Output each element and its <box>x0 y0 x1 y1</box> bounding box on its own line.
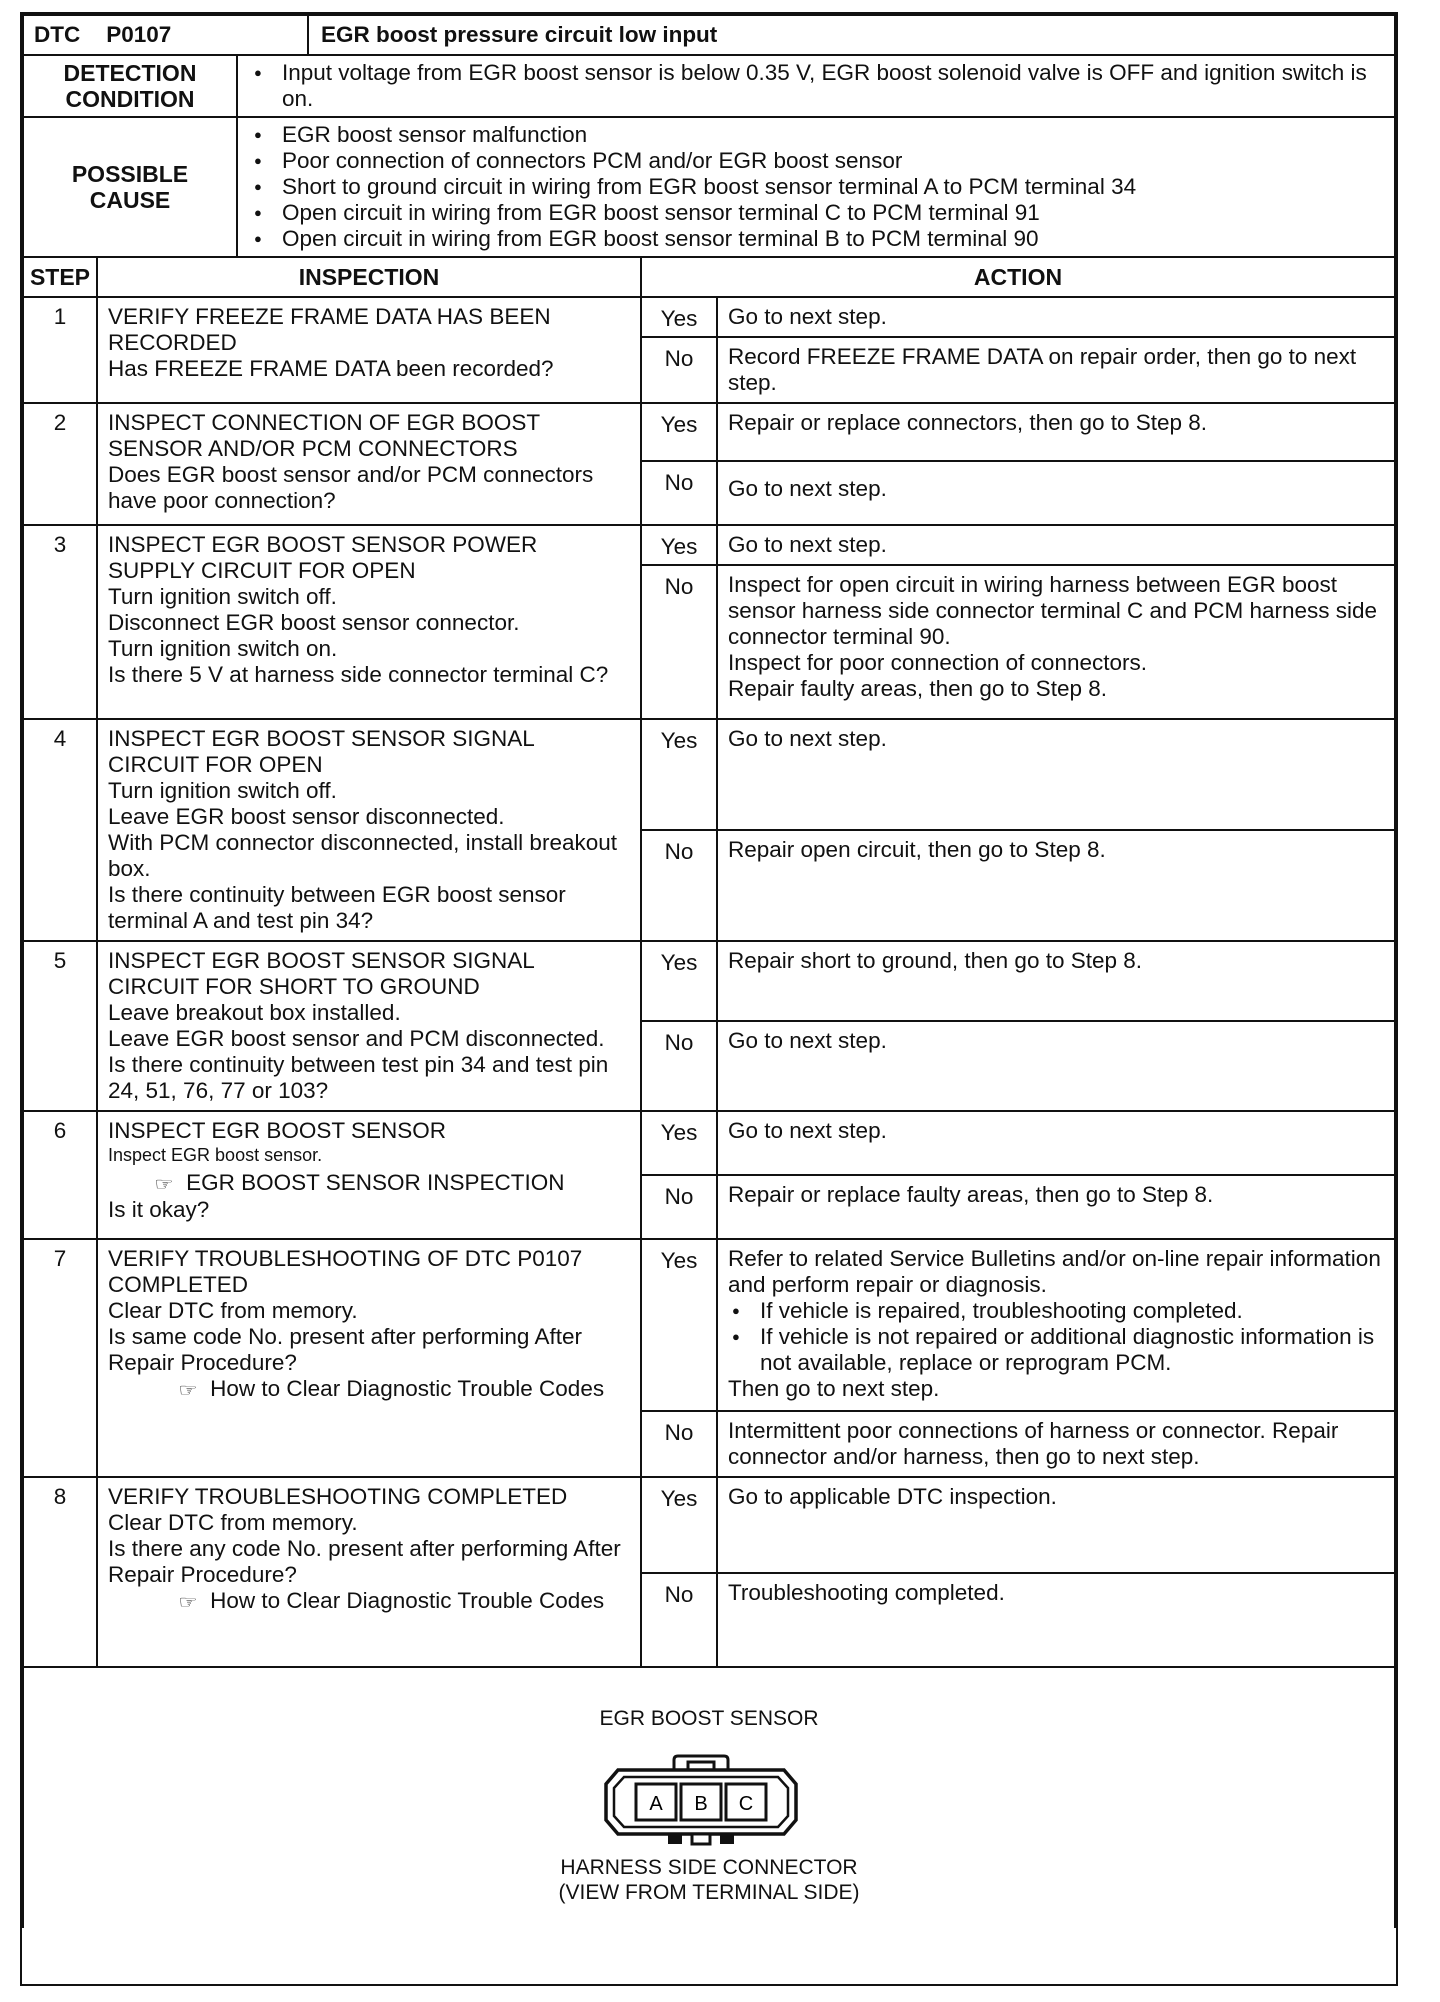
cause-content <box>237 117 1395 257</box>
step-title: VERIFY FREEZE FRAME DATA HAS BEEN RECORDED <box>108 304 551 355</box>
step-title: VERIFY TROUBLESHOOTING COMPLETED <box>108 1484 568 1509</box>
step-number: 6 <box>23 1111 97 1239</box>
no-action-line: Repair faulty areas, then go to Step 8. <box>728 676 1107 701</box>
cause-item: ● Poor connection of connectors PCM and/or EGR boost sensor <box>252 148 1384 174</box>
reference-text: EGR BOOST SENSOR INSPECTION <box>186 1170 565 1195</box>
step-line: Leave EGR boost sensor and PCM disconnected. <box>108 1026 605 1051</box>
step-number: 2 <box>23 403 97 525</box>
connector-diagram <box>24 1668 1394 1928</box>
detection-item: ● Input voltage from EGR boost sensor is below 0.35 V, EGR boost solenoid valve is OFF and ignition switch is on. <box>252 60 1384 112</box>
no-label: No <box>641 565 717 719</box>
reference-link[interactable] <box>108 1588 630 1615</box>
step-question: Is there any code No. present after performing After Repair Procedure? <box>108 1536 621 1587</box>
no-action-line: Inspect for open circuit in wiring harness between EGR boost sensor harness side connector terminal C and PCM harness side connector terminal 90. <box>728 572 1378 649</box>
dtc-title: EGR boost pressure circuit low input <box>308 15 1395 55</box>
no-label: No <box>641 461 717 525</box>
step-question: Is same code No. present after performing After Repair Procedure? <box>108 1324 582 1375</box>
step-number: 1 <box>23 297 97 403</box>
no-label: No <box>641 830 717 941</box>
no-action: Intermittent poor connections of harness or connector. Repair connector and/or harness, then go to next step. <box>717 1411 1395 1477</box>
step-title: INSPECT EGR BOOST SENSOR POWER SUPPLY CIRCUIT FOR OPEN <box>108 532 538 583</box>
yes-action: Go to next step. <box>717 297 1395 337</box>
yes-action: Go to next step. <box>717 719 1395 830</box>
step-inspection <box>97 719 641 941</box>
step-number: 7 <box>23 1239 97 1477</box>
terminal-a-label: A <box>649 1793 663 1815</box>
yes-label: Yes <box>641 941 717 1021</box>
yes-action: Repair or replace connectors, then go to Step 8. <box>717 403 1395 461</box>
terminal-c-label: C <box>738 1793 754 1815</box>
terminal-b-label: B <box>694 1793 708 1815</box>
no-action: Go to next step. <box>717 461 1395 525</box>
action-header: ACTION <box>641 257 1395 297</box>
yes-action-item: ● If vehicle is repaired, troubleshooting completed. <box>728 1298 1384 1324</box>
pointing-hand-icon: ☞ <box>178 1592 198 1612</box>
step-line: Turn ignition switch on. <box>108 636 338 661</box>
yes-label: Yes <box>641 525 717 565</box>
step-question: Has FREEZE FRAME DATA been recorded? <box>108 356 554 381</box>
step-question: Is there continuity between EGR boost sensor terminal A and test pin 34? <box>108 882 566 933</box>
yes-action-item: ● If vehicle is not repaired or additional diagnostic information is not available, replace or reprogram PCM. <box>728 1324 1384 1376</box>
step-inspection <box>97 1239 641 1477</box>
detection-row <box>23 55 1395 117</box>
yes-label: Yes <box>641 297 717 337</box>
diagram-caption-line: HARNESS SIDE CONNECTOR <box>560 1856 858 1879</box>
reference-text: How to Clear Diagnostic Trouble Codes <box>210 1588 605 1613</box>
step-inspection <box>97 941 641 1111</box>
step-row-1a <box>23 297 1395 337</box>
step-number: 8 <box>23 1477 97 1667</box>
dtc-table <box>22 14 1396 1928</box>
step-question: Is there continuity between test pin 34 and test pin 24, 51, 76, 77 or 103? <box>108 1052 609 1103</box>
step-number: 3 <box>23 525 97 719</box>
no-label: No <box>641 337 717 403</box>
cause-label: POSSIBLE CAUSE <box>23 117 237 257</box>
yes-label: Yes <box>641 1477 717 1573</box>
pointing-hand-icon: ☞ <box>178 1380 198 1400</box>
diagram-caption <box>24 1855 1394 1905</box>
yes-action: Go to next step. <box>717 525 1395 565</box>
yes-label: Yes <box>641 1111 717 1175</box>
dtc-code: P0107 <box>106 22 172 47</box>
step-inspection <box>97 297 641 403</box>
yes-action: Repair short to ground, then go to Step 8. <box>717 941 1395 1021</box>
step-row-3a <box>23 525 1395 565</box>
detection-content <box>237 55 1395 117</box>
detection-list <box>238 56 1394 116</box>
no-label: No <box>641 1573 717 1667</box>
no-action: Go to next step. <box>717 1021 1395 1111</box>
step-subtitle: Inspect EGR boost sensor. <box>108 1145 323 1165</box>
pointing-hand-icon: ☞ <box>154 1174 174 1194</box>
step-row-5a <box>23 941 1395 1021</box>
step-inspection <box>97 403 641 525</box>
diagram-row <box>23 1667 1395 1928</box>
cause-item: ● Open circuit in wiring from EGR boost sensor terminal B to PCM terminal 90 <box>252 226 1384 252</box>
step-inspection <box>97 1477 641 1667</box>
no-label: No <box>641 1175 717 1239</box>
step-inspection <box>97 525 641 719</box>
step-row-8a <box>23 1477 1395 1573</box>
no-action: Record FREEZE FRAME DATA on repair order, then go to next step. <box>717 337 1395 403</box>
reference-link[interactable] <box>108 1376 630 1403</box>
step-inspection <box>97 1111 641 1239</box>
yes-action-line: Then go to next step. <box>728 1376 940 1401</box>
cause-item: ● EGR boost sensor malfunction <box>252 122 1384 148</box>
step-title: INSPECT EGR BOOST SENSOR SIGNAL CIRCUIT FOR SHORT TO GROUND <box>108 948 534 999</box>
step-row-2a <box>23 403 1395 461</box>
cause-item: ● Open circuit in wiring from EGR boost sensor terminal C to PCM terminal 91 <box>252 200 1384 226</box>
step-line: Clear DTC from memory. <box>108 1298 358 1323</box>
step-title: INSPECT EGR BOOST SENSOR <box>108 1118 446 1143</box>
step-line: With PCM connector disconnected, install breakout box. <box>108 830 617 881</box>
yes-label: Yes <box>641 719 717 830</box>
diagram-cell <box>23 1667 1395 1928</box>
step-row-4a <box>23 719 1395 830</box>
step-row-6a <box>23 1111 1395 1175</box>
yes-action: Go to applicable DTC inspection. <box>717 1477 1395 1573</box>
yes-action-list <box>728 1298 1384 1376</box>
yes-label: Yes <box>641 1239 717 1411</box>
step-line: Clear DTC from memory. <box>108 1510 358 1535</box>
no-label: No <box>641 1021 717 1111</box>
reference-text: How to Clear Diagnostic Trouble Codes <box>210 1376 605 1401</box>
inspection-header: INSPECTION <box>97 257 641 297</box>
no-action: Repair open circuit, then go to Step 8. <box>717 830 1395 941</box>
step-line: Turn ignition switch off. <box>108 778 337 803</box>
no-action: Repair or replace faulty areas, then go to Step 8. <box>717 1175 1395 1239</box>
no-action-line: Inspect for poor connection of connectors. <box>728 650 1147 675</box>
step-line: Disconnect EGR boost sensor connector. <box>108 610 520 635</box>
step-question: Is there 5 V at harness side connector terminal C? <box>108 662 609 687</box>
yes-label: Yes <box>641 403 717 461</box>
step-number: 4 <box>23 719 97 941</box>
dtc-label: DTC <box>34 22 81 47</box>
step-line: Turn ignition switch off. <box>108 584 337 609</box>
diagram-title: EGR BOOST SENSOR <box>599 1707 819 1730</box>
no-action: Troubleshooting completed. <box>717 1573 1395 1667</box>
dtc-sheet <box>20 12 1398 1986</box>
step-row-7a <box>23 1239 1395 1411</box>
cause-item: ● Short to ground circuit in wiring from EGR boost sensor terminal A to PCM terminal 34 <box>252 174 1384 200</box>
step-title: VERIFY TROUBLESHOOTING OF DTC P0107 COMPLETED <box>108 1246 583 1297</box>
detection-label: DETECTION CONDITION <box>23 55 237 117</box>
step-header: STEP <box>23 257 97 297</box>
dtc-header-row <box>23 15 1395 55</box>
connector-icon <box>596 1750 806 1850</box>
no-action <box>717 565 1395 719</box>
reference-link[interactable] <box>108 1170 630 1197</box>
step-question: Is it okay? <box>108 1197 210 1222</box>
diagram-caption-line: (VIEW FROM TERMINAL SIDE) <box>558 1881 860 1904</box>
step-line: Leave breakout box installed. <box>108 1000 401 1025</box>
step-number: 5 <box>23 941 97 1111</box>
cause-list <box>238 118 1394 256</box>
step-title: INSPECT EGR BOOST SENSOR SIGNAL CIRCUIT FOR OPEN <box>108 726 534 777</box>
step-title: INSPECT CONNECTION OF EGR BOOST SENSOR AND/OR PCM CONNECTORS <box>108 410 540 461</box>
dtc-code-cell <box>23 15 308 55</box>
yes-action <box>717 1239 1395 1411</box>
step-line: Leave EGR boost sensor disconnected. <box>108 804 505 829</box>
column-header-row <box>23 257 1395 297</box>
yes-action-line: Refer to related Service Bulletins and/or on-line repair information and perform repair or diagnosis. <box>728 1246 1381 1297</box>
cause-row <box>23 117 1395 257</box>
no-label: No <box>641 1411 717 1477</box>
yes-action: Go to next step. <box>717 1111 1395 1175</box>
step-question: Does EGR boost sensor and/or PCM connectors have poor connection? <box>108 462 594 513</box>
